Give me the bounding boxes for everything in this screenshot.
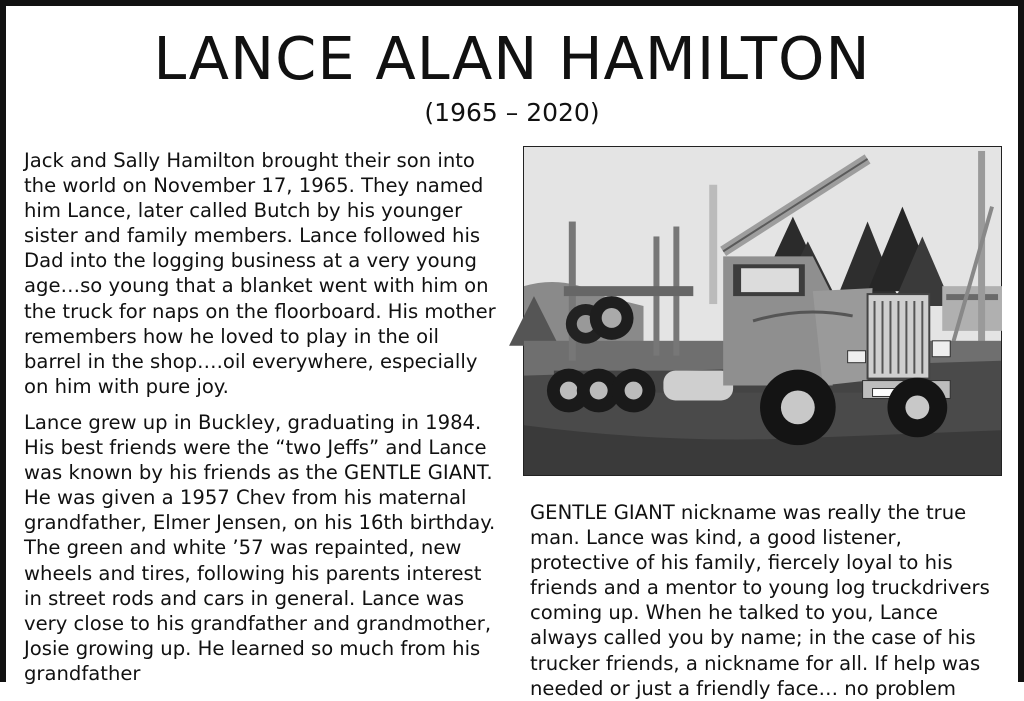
- paragraph-early-life: Jack and Sally Hamilton brought their son into the world on November 17, 1965. They named him Lance, later called Butch by his younger sister and family members. Lance followed his Dad into the logging business at a very young age…so young that a blanket went with him on the truck for naps on the floorboard. His mother remembers how he loved to play in the oil barrel in the shop….oil everywhere, especially on him with pure joy.: [24, 149, 496, 398]
- log-truck-illustration: [524, 147, 1001, 475]
- paragraph-gentle-giant: GENTLE GIANT nickname was really the true man. Lance was kind, a good listener, protective of his family, fiercely loyal to his friends and a mentor to young log truckdrivers coming up. When he talked to you, Lance always called you by name; in the case of his trucker friends, a nickname for all. If help was needed or just a friendly face… no problem: [530, 501, 990, 700]
- paragraph-school-years: Lance grew up in Buckley, graduating in 1984. His best friends were the “two Jeffs” and Lance was known by his friends as the GENTLE GIANT. He was given a 1957 Chev from his maternal grandfather, Elmer Jensen, on his 16th birthday. The green and white ’57 was repainted, new wheels and tires, following his parents interest in street rods and cars in general. Lance was very close to his grandfather and grandmother, Josie growing up. He learned so much from his grandfather: [24, 410, 496, 685]
- left-column: [24, 148, 499, 697]
- obituary-name: LANCE ALAN HAMILTON: [153, 24, 871, 93]
- log-truck-photo: [523, 146, 1002, 476]
- obituary-years: (1965 – 2020): [424, 98, 600, 127]
- right-column: [530, 500, 1005, 701]
